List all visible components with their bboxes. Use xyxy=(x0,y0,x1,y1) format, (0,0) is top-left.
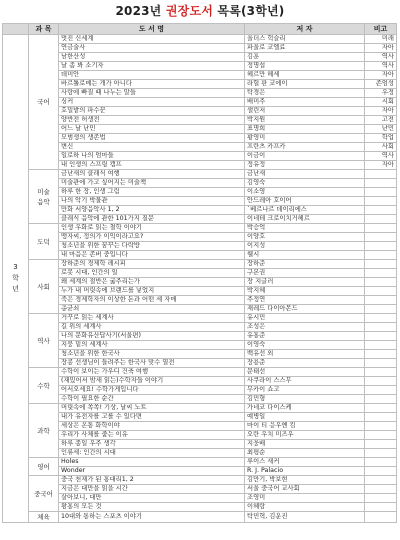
book-title-cell: (재밌어서 밤새 읽는)수학자들 이야기 xyxy=(59,377,245,386)
table-row xyxy=(3,152,397,161)
author-cell: 안드레아 호이어 xyxy=(245,197,365,206)
book-title-cell: 맹자씨, 정의가 이익이라고요? xyxy=(59,233,245,242)
subject-label: 미술 xyxy=(37,187,50,196)
author-cell: 황영미 xyxy=(245,134,365,143)
author-cell: 정유정 xyxy=(245,161,365,170)
subject-cell xyxy=(29,260,59,314)
author-cell: 웰시 xyxy=(245,251,365,260)
book-title-cell: 호밀밭의 파수꾼 xyxy=(59,107,245,116)
table-row xyxy=(3,494,397,503)
book-title-cell: 만화 서양음악사 1, 2 xyxy=(59,206,245,215)
note-cell xyxy=(365,467,397,476)
table-row xyxy=(3,323,397,332)
table-row xyxy=(3,98,397,107)
author-cell: 가네코 다이스케 xyxy=(245,404,365,413)
book-title-cell: 연금술사 xyxy=(59,44,245,53)
table-row xyxy=(3,89,397,98)
table-row xyxy=(3,350,397,359)
table-row xyxy=(3,143,397,152)
book-title-cell: 머릿속에 쏙쏙! 기상, 날씨 노트 xyxy=(59,404,245,413)
table-row xyxy=(3,377,397,386)
book-title-cell: 어느 날 난민 xyxy=(59,125,245,134)
note-cell xyxy=(365,197,397,206)
book-title-cell: 내 마음은 존버 중입니다 xyxy=(59,251,245,260)
note-cell xyxy=(365,386,397,395)
table-row xyxy=(3,368,397,377)
table-row xyxy=(3,278,397,287)
book-title-cell: 미술관에 가고 싶어지는 미술책 xyxy=(59,179,245,188)
book-title-cell: 누가 내 머릿속에 브랜드를 넣었지 xyxy=(59,287,245,296)
table-row xyxy=(3,161,397,170)
page-title xyxy=(0,0,400,22)
author-cell: 이혜랑 xyxy=(245,503,365,512)
note-cell xyxy=(365,485,397,494)
author-cell: 올더스 헉슬리 xyxy=(245,35,365,44)
author-cell: 이네테 크로이치거헤르 xyxy=(245,215,365,224)
note-cell: 역사 xyxy=(365,152,397,161)
author-cell: 무카이 쇼고 xyxy=(245,386,365,395)
author-cell: 최평순 xyxy=(245,449,365,458)
author-cell: 루이스 새커 xyxy=(245,458,365,467)
book-title-cell: 거꾸로 읽는 세계사 xyxy=(59,314,245,323)
table-row xyxy=(3,44,397,53)
title-post: 목록(3학년) xyxy=(213,4,285,18)
author-cell: 조영미 xyxy=(245,494,365,503)
table-body xyxy=(3,35,397,523)
table-row xyxy=(3,296,397,305)
book-title-cell: 살아보니, 대만 xyxy=(59,494,245,503)
note-cell xyxy=(365,170,397,179)
author-cell: 조성은 xyxy=(245,323,365,332)
table-row xyxy=(3,251,397,260)
table-row xyxy=(3,422,397,431)
table-row xyxy=(3,431,397,440)
note-cell xyxy=(365,179,397,188)
author-cell: 주정연 xyxy=(245,296,365,305)
author-cell: 금난새 xyxy=(245,170,365,179)
book-title-cell: 데미안 xyxy=(59,71,245,80)
note-cell xyxy=(365,215,397,224)
subject-cell xyxy=(29,512,59,523)
author-cell: 라헐 판 코에이 xyxy=(245,80,365,89)
subject-label: 국어 xyxy=(37,98,50,106)
note-cell xyxy=(365,350,397,359)
book-title-cell: 날 좀 봐 소기자 xyxy=(59,62,245,71)
table-row xyxy=(3,395,397,404)
table-row xyxy=(3,467,397,476)
author-cell: 이양호 xyxy=(245,233,365,242)
book-title-cell: 일로하 나의 엄마들 xyxy=(59,152,245,161)
note-cell xyxy=(365,494,397,503)
note-cell: 자아 xyxy=(365,71,397,80)
author-cell: `베르나르 데이리에스 xyxy=(245,206,365,215)
note-cell xyxy=(365,233,397,242)
note-cell xyxy=(365,206,397,215)
table-row xyxy=(3,287,397,296)
book-title-cell: Holes xyxy=(59,458,245,467)
book-title-cell: 하루 한 장, 인생 그림 xyxy=(59,188,245,197)
author-cell: 재레드 다이아몬드 xyxy=(245,305,365,314)
subject-cell xyxy=(29,458,59,476)
author-cell: 구본권 xyxy=(245,269,365,278)
author-cell: 사쿠라이 스스무 xyxy=(245,377,365,386)
author-cell: 박승억 xyxy=(245,224,365,233)
book-title-cell: 변신 xyxy=(59,143,245,152)
author-cell: 김영숙 xyxy=(245,179,365,188)
table-row xyxy=(3,107,397,116)
table-row xyxy=(3,215,397,224)
author-cell: 박지원 xyxy=(245,116,365,125)
author-cell: 박지혜 xyxy=(245,287,365,296)
table-row xyxy=(3,179,397,188)
author-cell: 장용준 xyxy=(245,359,365,368)
table-row xyxy=(3,188,397,197)
note-cell xyxy=(365,476,397,485)
author-cell: 유시민 xyxy=(245,314,365,323)
table-row xyxy=(3,503,397,512)
table-row xyxy=(3,170,397,179)
subject-label: 음악 xyxy=(37,197,50,206)
note-cell xyxy=(365,224,397,233)
author-cell: 마이 티 응우옌 킴 xyxy=(245,422,365,431)
subject-cell xyxy=(29,224,59,260)
book-title-cell: 10대와 통하는 스포츠 이야기 xyxy=(59,512,245,523)
book-title-cell: 하루 종일 우주 생각 xyxy=(59,440,245,449)
author-cell: 이소영 xyxy=(245,188,365,197)
book-title-cell: 클래식 음악에 관한 101가지 질문 xyxy=(59,215,245,224)
note-cell xyxy=(365,323,397,332)
subject-label: 체육 xyxy=(37,513,50,521)
book-title-cell: 장하준의 경제학 레시피 xyxy=(59,260,245,269)
grade-cell xyxy=(3,35,29,523)
book-title-cell: 왕홍의 모든 것 xyxy=(59,503,245,512)
table-row xyxy=(3,386,397,395)
author-cell: 이금이 xyxy=(245,152,365,161)
note-cell xyxy=(365,332,397,341)
table-row xyxy=(3,233,397,242)
table-row xyxy=(3,242,397,251)
note-cell: 자아 xyxy=(365,44,397,53)
note-cell: 역사 xyxy=(365,53,397,62)
book-title-cell: 사랑에 빠질 때 나누는 말들 xyxy=(59,89,245,98)
book-title-cell: 수학이 보이는 가우디 건축 여행 xyxy=(59,368,245,377)
note-cell xyxy=(365,278,397,287)
book-list-table xyxy=(2,23,397,523)
book-title-cell: 중국 천재가 된 홍대리1, 2 xyxy=(59,476,245,485)
book-title-cell: 양반전 허생전 xyxy=(59,116,245,125)
note-cell xyxy=(365,395,397,404)
table-row xyxy=(3,269,397,278)
title-pre: 2023년 xyxy=(115,4,166,18)
note-cell: 난민 xyxy=(365,125,397,134)
author-cell: 표명희 xyxy=(245,125,365,134)
table-row xyxy=(3,35,397,44)
note-cell xyxy=(365,287,397,296)
table-row xyxy=(3,476,397,485)
author-cell: R. J. Palacio xyxy=(245,467,365,476)
grade-char: 학 xyxy=(12,274,19,282)
title-highlight: 권장도서 xyxy=(165,4,214,18)
note-cell xyxy=(365,314,397,323)
subject-cell xyxy=(29,368,59,404)
book-title-cell: 모범생의 생존법 xyxy=(59,134,245,143)
table-row xyxy=(3,116,397,125)
book-title-cell: 죽은 경제학자의 이상한 돈과 어떤 세 자매 xyxy=(59,296,245,305)
note-cell xyxy=(365,440,397,449)
author-cell: 장 지글러 xyxy=(245,278,365,287)
note-cell xyxy=(365,341,397,350)
author-cell: 지웅배 xyxy=(245,440,365,449)
note-cell xyxy=(365,296,397,305)
book-title-cell: 장콩 선생님이 들려주는 한국사 맞수 열전 xyxy=(59,359,245,368)
table-row xyxy=(3,206,397,215)
book-title-cell: 나의 악기 박물관 xyxy=(59,197,245,206)
table-row xyxy=(3,224,397,233)
note-cell xyxy=(365,512,397,523)
subject-cell xyxy=(29,476,59,512)
table-row xyxy=(3,332,397,341)
note-cell: 우정 xyxy=(365,89,397,98)
author-cell: 김만기, 박보현 xyxy=(245,476,365,485)
author-cell: 오란 우치 미즈우 xyxy=(245,431,365,440)
author-cell: 문태선 xyxy=(245,368,365,377)
note-cell: 자아 xyxy=(365,161,397,170)
book-title-cell: 청소년을 위한 꿈꾸는 다락방 xyxy=(59,242,245,251)
header-book-title: 도 서 명 xyxy=(59,24,245,35)
table-row xyxy=(3,260,397,269)
note-cell: 자아 xyxy=(365,107,397,116)
author-cell: 파울로 코엘료 xyxy=(245,44,365,53)
note-cell xyxy=(365,449,397,458)
table-row xyxy=(3,512,397,523)
author-cell: 서울 중국어 교사회 xyxy=(245,485,365,494)
book-title-cell: 인생 우화로 읽는 철학 이야기 xyxy=(59,224,245,233)
table-row xyxy=(3,125,397,134)
subject-label: 도덕 xyxy=(37,237,50,246)
table-header-row xyxy=(3,24,397,35)
book-title-cell: 내 인생의 스프링 캠프 xyxy=(59,161,245,170)
note-cell xyxy=(365,458,397,467)
book-title-cell: 청소년을 위한 한국사 xyxy=(59,350,245,359)
book-title-cell: 내가 유전자를 고를 수 있다면 xyxy=(59,413,245,422)
table-row xyxy=(3,440,397,449)
subject-cell xyxy=(29,404,59,458)
author-cell: 샐린저 xyxy=(245,107,365,116)
book-title-cell: 수학이 필요한 순간 xyxy=(59,395,245,404)
author-cell: 이영숙 xyxy=(245,341,365,350)
book-title-cell: 싱커 xyxy=(59,98,245,107)
author-cell: 장하준 xyxy=(245,260,365,269)
note-cell xyxy=(365,359,397,368)
author-cell: 예병일 xyxy=(245,413,365,422)
header-subject: 과 목 xyxy=(29,24,59,35)
book-title-cell: 나의 문화유산답사기(서울편) xyxy=(59,332,245,341)
note-cell xyxy=(365,422,397,431)
note-cell xyxy=(365,404,397,413)
table-row xyxy=(3,413,397,422)
book-title-cell: 로봇 시대, 인간의 일 xyxy=(59,269,245,278)
subject-label: 영어 xyxy=(37,462,50,471)
book-title-cell: 지금은 대만을 읽을 시간 xyxy=(59,485,245,494)
book-title-cell: 지붕 밑의 세계사 xyxy=(59,341,245,350)
subject-label: 수학 xyxy=(37,381,50,390)
table-row xyxy=(3,62,397,71)
subject-label: 역사 xyxy=(37,336,50,345)
book-title-cell: 남한산성 xyxy=(59,53,245,62)
author-cell: 탁민혁, 김운진 xyxy=(245,512,365,523)
table-row xyxy=(3,458,397,467)
book-title-cell: 금난새의 클래식 여행 xyxy=(59,170,245,179)
book-title-cell: 길 위의 세계사 xyxy=(59,323,245,332)
subject-cell xyxy=(29,314,59,368)
table-row xyxy=(3,341,397,350)
table-row xyxy=(3,197,397,206)
book-title-cell: 멋진 신세계 xyxy=(59,35,245,44)
table-row xyxy=(3,71,397,80)
author-cell: 김민형 xyxy=(245,395,365,404)
table-row xyxy=(3,53,397,62)
note-cell: 시회 xyxy=(365,98,397,107)
header-grade xyxy=(3,24,29,35)
subject-cell xyxy=(29,35,59,170)
note-cell xyxy=(365,377,397,386)
note-cell: 고전 xyxy=(365,116,397,125)
author-cell: 정명섭 xyxy=(245,62,365,71)
subject-label: 중국어 xyxy=(34,489,53,498)
subject-label: 사회 xyxy=(37,282,50,291)
author-cell: 이지성 xyxy=(245,242,365,251)
note-cell xyxy=(365,251,397,260)
table-row xyxy=(3,359,397,368)
author-cell: 백유선 외 xyxy=(245,350,365,359)
note-cell xyxy=(365,260,397,269)
note-cell: 사회 xyxy=(365,143,397,152)
table-row xyxy=(3,134,397,143)
author-cell: 헤르만 헤세 xyxy=(245,71,365,80)
author-cell: 프란츠 카프카 xyxy=(245,143,365,152)
note-cell xyxy=(365,269,397,278)
table-row xyxy=(3,305,397,314)
note-cell xyxy=(365,188,397,197)
note-cell: 역사 xyxy=(365,62,397,71)
grade-char: 년 xyxy=(12,285,19,293)
note-cell xyxy=(365,413,397,422)
book-title-cell: 세상은 온통 화학이야 xyxy=(59,422,245,431)
author-cell: 탁경은 xyxy=(245,89,365,98)
note-cell xyxy=(365,305,397,314)
subject-cell xyxy=(29,170,59,224)
subject-label: 과학 xyxy=(37,426,50,435)
table-row xyxy=(3,80,397,89)
book-title-cell: Wonder xyxy=(59,467,245,476)
book-title-cell: 어서오세요! 수학가게입니다 xyxy=(59,386,245,395)
note-cell xyxy=(365,503,397,512)
book-title-cell: 총균쇠 xyxy=(59,305,245,314)
table-row xyxy=(3,314,397,323)
book-title-cell: 왜 세계의 절반은 굶주리는가 xyxy=(59,278,245,287)
author-cell: 배미주 xyxy=(245,98,365,107)
table-row xyxy=(3,449,397,458)
grade-char: 3 xyxy=(13,263,18,271)
table-row xyxy=(3,404,397,413)
note-cell: 미래 xyxy=(365,35,397,44)
note-cell: 존엄성 xyxy=(365,80,397,89)
note-cell xyxy=(365,431,397,440)
book-title-cell: 우리가 사체를 줍는 이유 xyxy=(59,431,245,440)
author-cell: 김훈 xyxy=(245,53,365,62)
book-title-cell: 바르톨로메는 개가 아니다 xyxy=(59,80,245,89)
header-author: 저 자 xyxy=(245,24,365,35)
book-title-cell: 인류세: 인간의 시대 xyxy=(59,449,245,458)
note-cell: 학업 xyxy=(365,134,397,143)
note-cell xyxy=(365,368,397,377)
note-cell xyxy=(365,242,397,251)
table-row xyxy=(3,485,397,494)
author-cell: 유홍준 xyxy=(245,332,365,341)
header-note: 비고 xyxy=(365,24,397,35)
